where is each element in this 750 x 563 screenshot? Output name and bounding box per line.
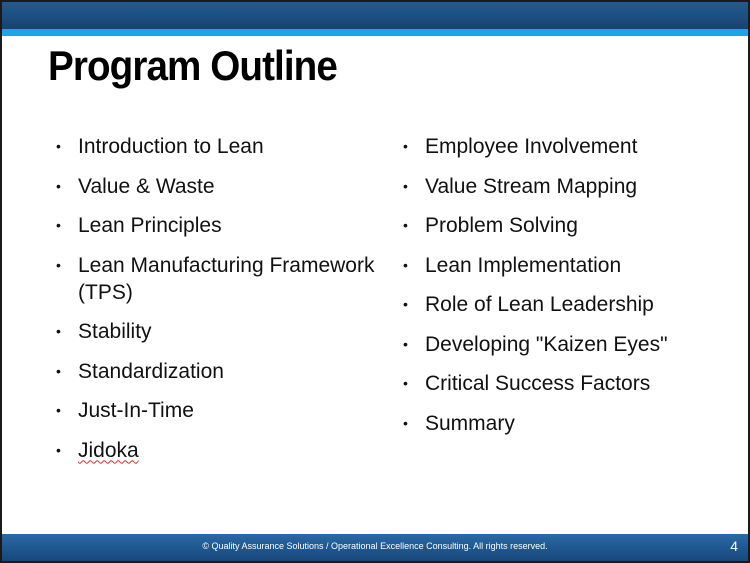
list-item [403,133,733,160]
bullet-icon: • [403,138,408,154]
bullet-icon: • [403,177,408,194]
outline-list-left [56,133,376,476]
list-item [56,173,376,200]
header-bar [2,2,748,29]
bullet-icon: • [403,375,408,391]
bullet-icon: • [56,441,61,458]
list-item-label: Value Stream Mapping [425,174,638,198]
list-item-label: Employee Involvement [425,135,638,158]
bullet-icon: • [403,256,408,273]
list-item-label: Jidoka [78,438,139,462]
list-item-label: Role of Lean Leadership [425,293,654,316]
bullet-icon: • [56,138,61,154]
bullet-icon: • [56,402,61,418]
bullet-icon: • [56,217,61,233]
accent-stripe [2,29,748,36]
list-item-label: Lean Implementation [425,253,622,277]
list-item-label: Just-In-Time [78,399,194,422]
list-item-label: Critical Success Factors [425,372,651,395]
list-item [56,133,376,160]
list-item [56,437,376,464]
bullet-icon: • [56,177,61,194]
list-item [56,358,376,385]
list-item-label: Summary [425,411,515,435]
list-item-label: Lean Manufacturing Framework (TPS) [78,253,375,304]
copyright-text: © Quality Assurance Solutions / Operational Excellence Consulting. All rights reserved. [202,541,548,551]
list-item [56,318,376,345]
bullet-icon: • [403,414,408,431]
slide-title: Program Outline [48,42,337,89]
list-item-label: Standardization [78,359,224,383]
list-item [56,397,376,424]
list-item-label: Value & Waste [78,174,215,198]
list-item-label: Introduction to Lean [78,135,264,158]
bullet-icon: • [56,256,61,273]
footer-bar [2,534,748,561]
list-item-label: Lean Principles [78,214,222,237]
list-item-label: Stability [78,320,152,343]
list-item [403,252,733,279]
outline-list-right [403,133,733,449]
bullet-icon: • [56,323,61,339]
list-item-label: Problem Solving [425,214,578,237]
list-item [56,212,376,239]
bullet-icon: • [403,335,408,352]
list-item [403,173,733,200]
list-item [403,212,733,239]
list-item [403,291,733,318]
list-item [403,370,733,397]
list-item-label: Developing "Kaizen Eyes" [425,332,668,356]
bullet-icon: • [403,217,408,233]
list-item [56,252,376,306]
list-item [403,331,733,358]
bullet-icon: • [403,296,408,312]
bullet-icon: • [56,362,61,379]
page-number: 4 [730,538,738,554]
list-item [403,410,733,437]
